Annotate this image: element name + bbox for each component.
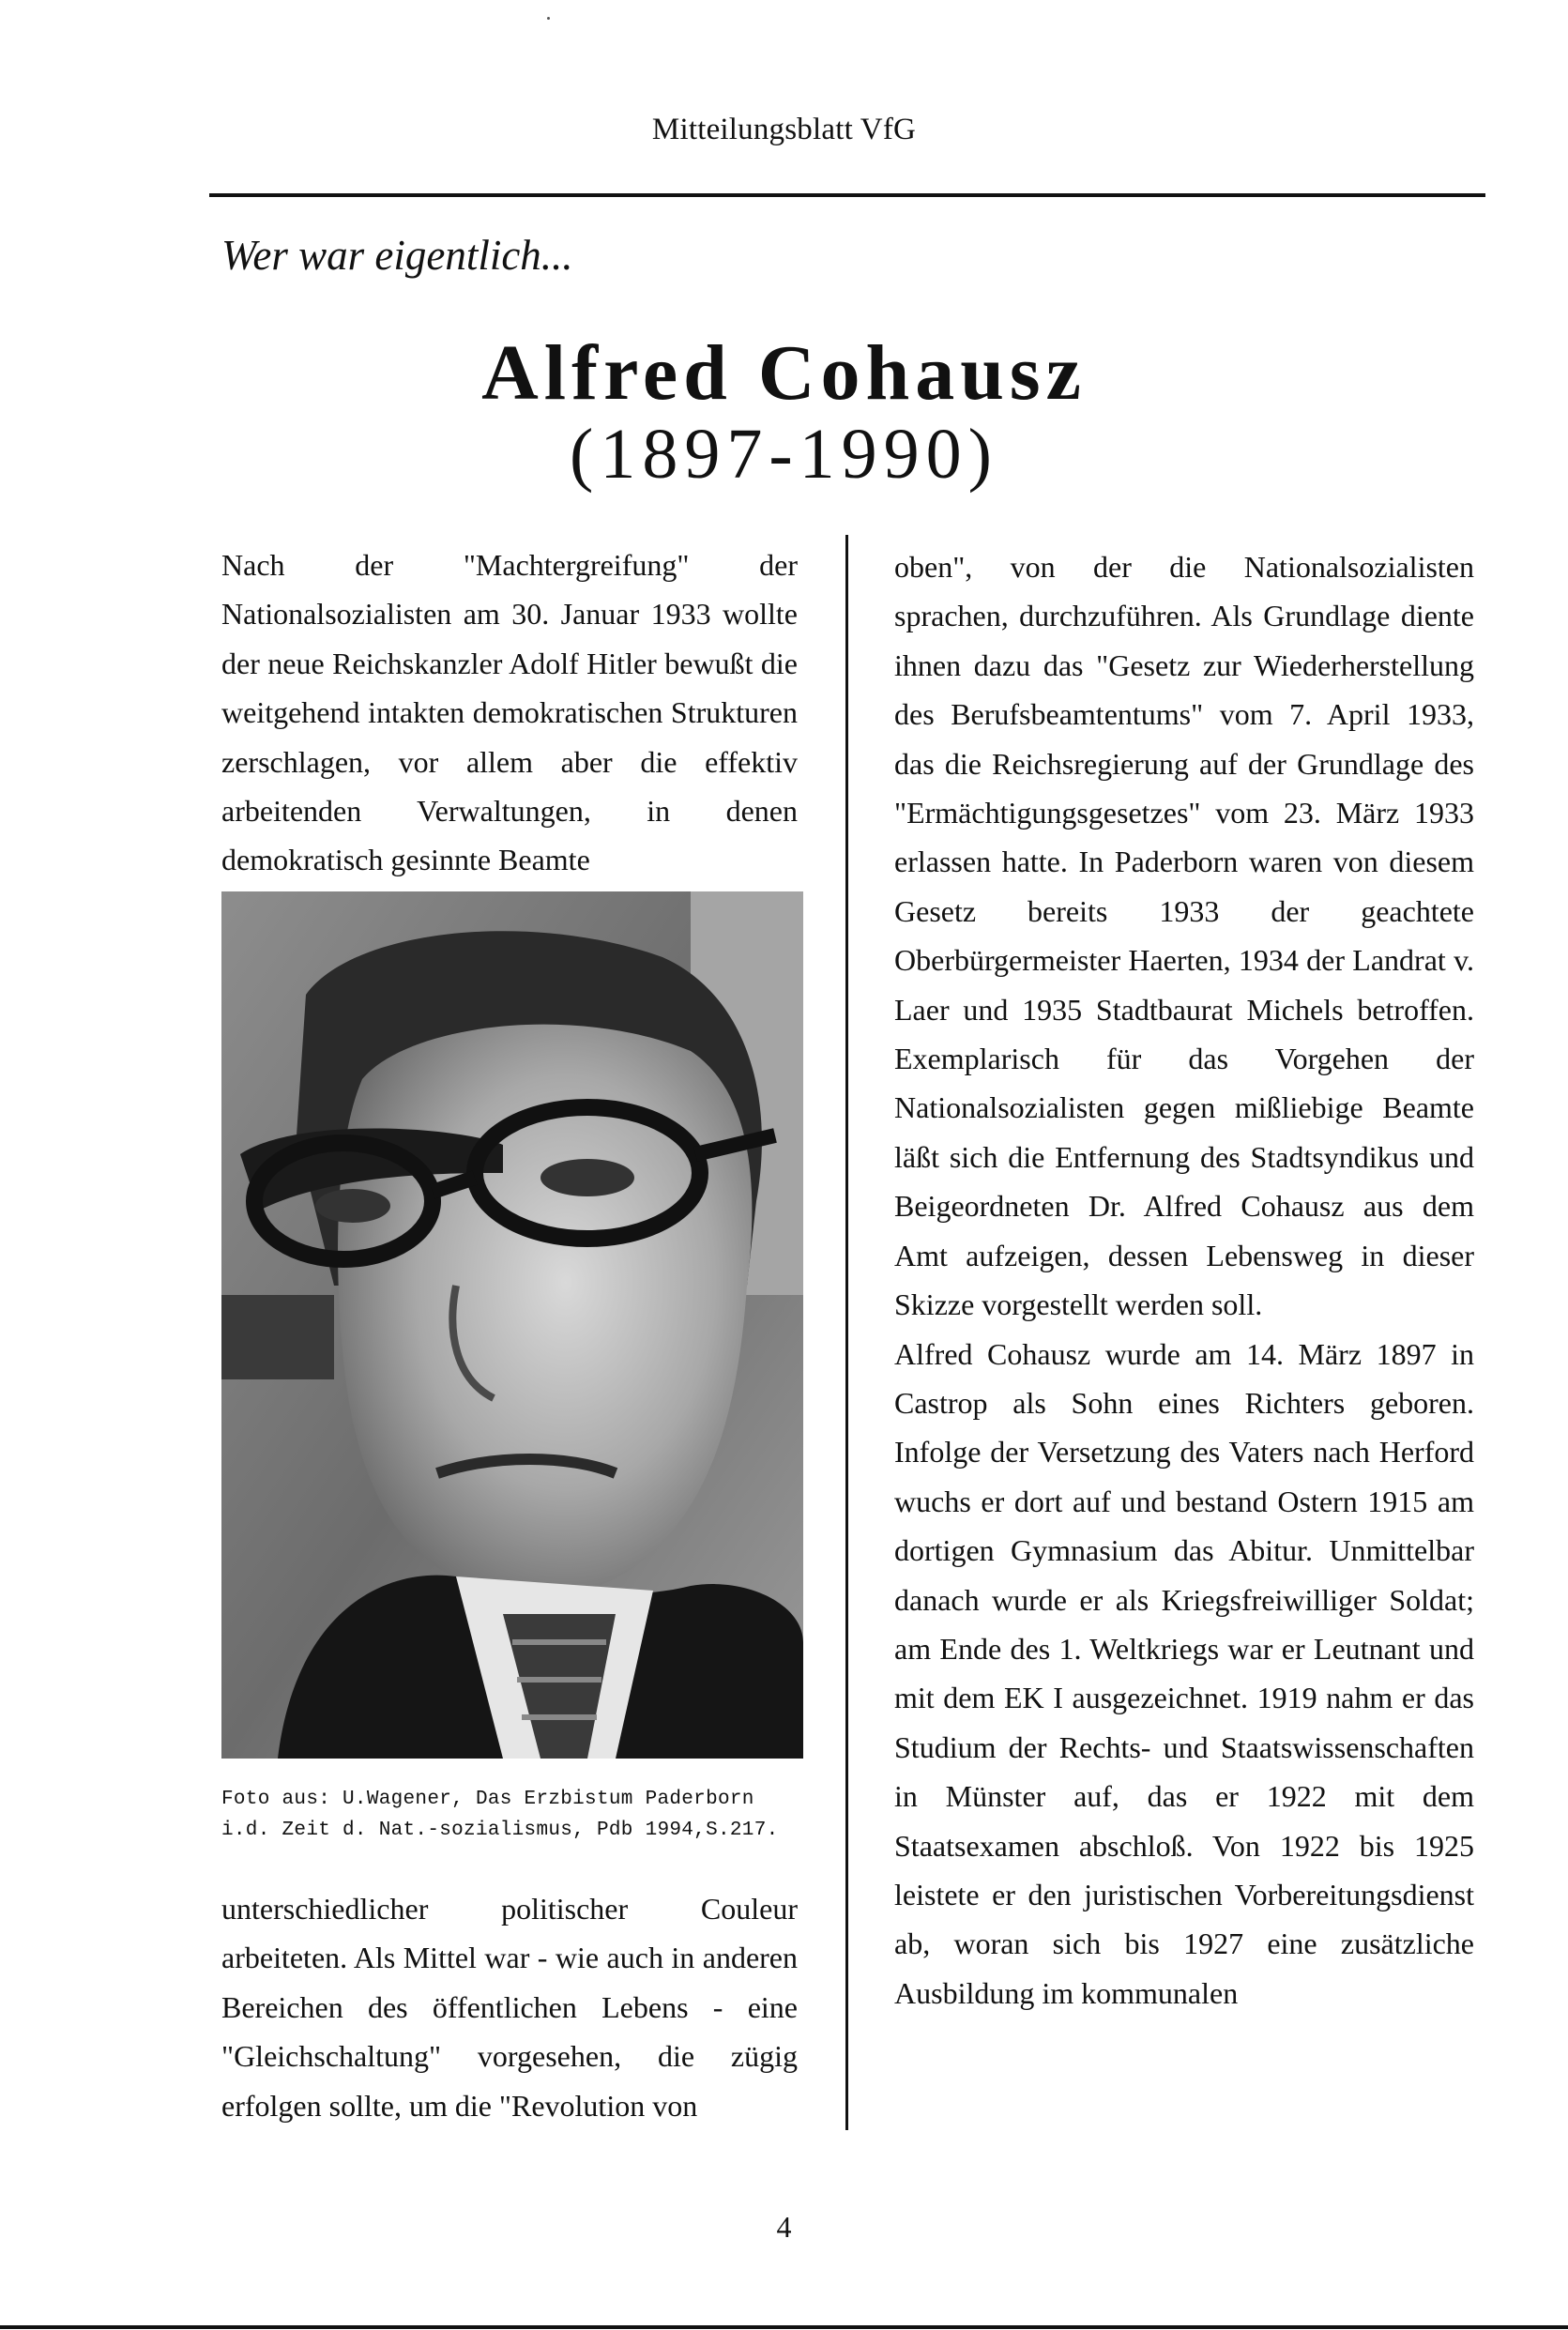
left-column-bottom [221,1884,798,2130]
right-column-paragraph-2: Alfred Cohausz wurde am 14. März 1897 in Castrop als Sohn eines Richters geboren. Infolge der Versetzung des Vaters nach Herford wuchs er dort auf und bestand Ostern 1915 am dortigen Gymnasium das Abitur. Unmittelbar danach wurde er als Kriegsfreiwilliger Soldat; am Ende des 1. Weltkriegs war er Leutnant und mit dem EK I ausgezeichnet. 1919 nahm er das Studium der Rechts- und Staatswissenschaften in Münster auf, das er 1922 mit dem Staatsexamen abschloß. Von 1922 bis 1925 leistete er den juristischen Vorbereitungsdienst ab, woran sich bis 1927 eine zusätzliche Ausbildung im kommunalen [894,1336,1474,2010]
bottom-divider [0,2325,1568,2329]
left-column-top [221,541,798,885]
portrait-image [221,891,803,1759]
article-kicker: Wer war eigentlich... [221,232,573,279]
portrait-photo [221,891,803,1759]
article-dates: (1897-1990) [570,415,998,494]
right-column-paragraph-1: oben", von der die Nationalsozialisten sprachen, durchzuführen. Als Grundlage diente ihnen dazu das "Gesetz zur Wiederherstellung des Berufsbeamtentums" vom 7. April 1933, das die Reichsregierung auf der Grundlage des "Ermächtigungsgesetzes" vom 23. März 1933 erlassen hatte. In Paderborn waren von diesem Gesetz bereits 1933 der geachtete Oberbürgermeister Haerten, 1934 der Landrat v. Laer und 1935 Stadtbaurat Michels betroffen. Exemplarisch für das Vorgehen der Nationalsozialisten gegen mißliebige Beamte läßt sich die Entfernung des Stadtsyndikus und Beigeordneten Dr. Alfred Cohausz aus dem Amt aufzeigen, dessen Lebensweg in dieser Skizze vorgestellt werden soll. [894,550,1474,1322]
right-column [894,542,1474,2018]
column-divider [845,535,848,2130]
article-title: Alfred Cohausz [481,329,1087,417]
left-column-bottom-text: unterschiedlicher politischer Couleur arbeiteten. Als Mittel war - wie auch in anderen Bereichen des öffentlichen Lebens - eine "Gleichschaltung" vorgesehen, die zügig erfolgen sollte, um die "Revolution von [221,1892,798,2123]
scan-speck [547,17,550,20]
page-number: 4 [776,2210,792,2244]
left-column-top-text: Nach der "Machtergreifung" der Nationalsozialisten am 30. Januar 1933 wollte der neue Reichskanzler Adolf Hitler bewußt die weitgehend intakten demokratischen Strukturen zerschlagen, vor allem aber die effektiv arbeitenden Verwaltungen, in denen demokratisch gesinnte Beamte [221,548,798,877]
publication-title: Mitteilungsblatt VfG [651,113,917,146]
header-divider [209,193,1485,197]
photo-caption: Foto aus: U.Wagener, Das Erzbistum Paderborn i.d. Zeit d. Nat.-sozialismus, Pdb 1994,S.217. [221,1789,779,1841]
